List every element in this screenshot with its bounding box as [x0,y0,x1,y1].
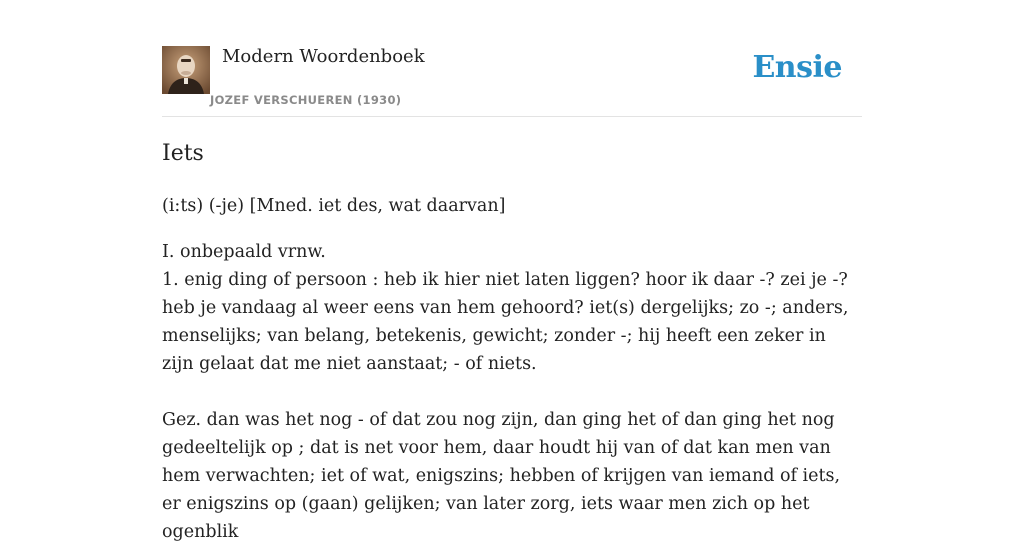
entry-pronunciation: (i:ts) (-je) [Mned. iet des, wat daarvan] [162,196,506,216]
section-heading: I. onbepaald vrnw. [162,242,326,262]
book-title[interactable]: Modern Woordenboek [222,46,425,67]
ensie-logo[interactable]: Ensie [752,50,842,85]
header [162,40,862,117]
entry-content [162,138,862,546]
author-portrait-icon [162,46,210,94]
entry-term: Iets [162,141,204,166]
paragraph-spacer [162,378,862,406]
definition-1: 1. enig ding of persoon : heb ik hier niet laten liggen? hoor ik daar -? zei je -? heb je vandaag al weer eens van hem gehoord? iet(s) dergelijks; zo -; anders, menselijks; van belang, betekenis, gewicht; zonder -; hij heeft een zeker in zijn gelaat dat me niet aanstaat; - of niets. [162,270,849,374]
expressions: Gez. dan was het nog - of dat zou nog zijn, dan ging het of dan ging het nog gedeeltelijk op ; dat is net voor hem, daar houdt hij van of dat kan men van hem verwachten; iet of wat, enigszins; hebben of krijgen van iemand of iets, er enigszins op (gaan) gelijken; van later zorg, iets waar men zich op het ogenblik [162,410,841,542]
author-avatar[interactable] [162,46,210,94]
author-name[interactable]: JOZEF VERSCHUEREN (1930) [210,93,402,107]
